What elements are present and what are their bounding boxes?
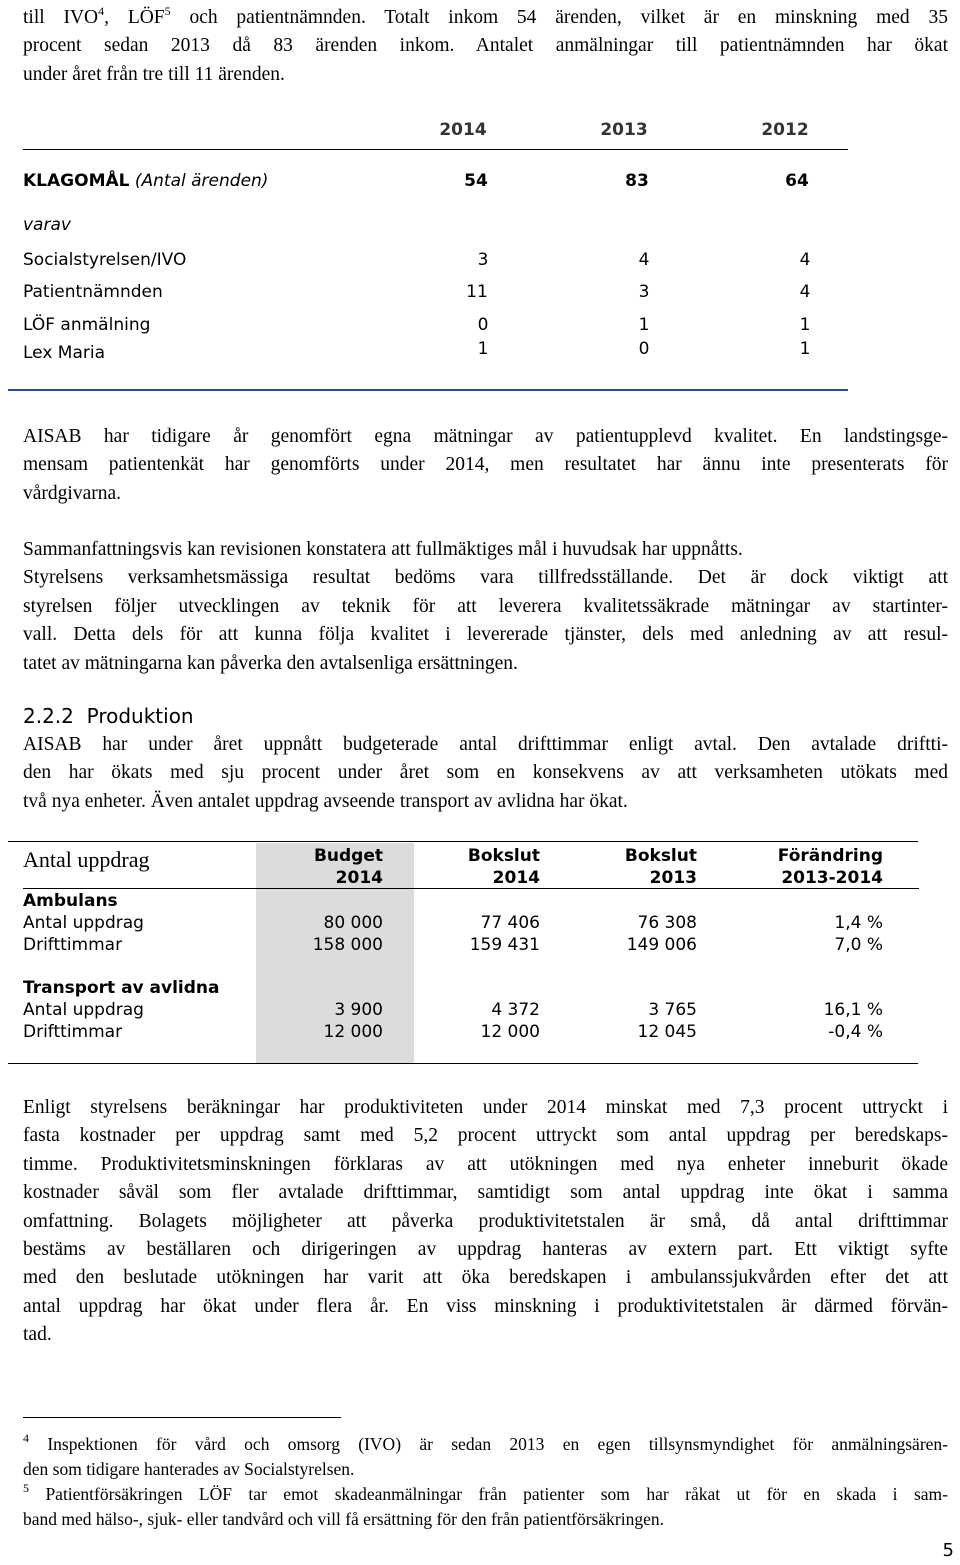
- group-label-transport: Transport av avlidna: [23, 978, 220, 998]
- row-value: 1: [638, 315, 650, 335]
- col-header-budget-2014: Budget 2014: [313, 846, 383, 888]
- footnote-ref-5[interactable]: 5: [164, 4, 171, 18]
- cell-value: -0,4 %: [828, 1022, 883, 1042]
- uppdrag-top-rule: [8, 841, 918, 842]
- table-bottom-rule: [8, 389, 848, 391]
- row-label: Socialstyrelsen/IVO: [23, 250, 187, 270]
- cell-value: 3 765: [648, 1000, 697, 1020]
- row-value: 0: [477, 315, 489, 335]
- row-value: 3: [638, 282, 650, 302]
- cell-value: 76 308: [637, 913, 697, 933]
- year-header: 2013: [600, 120, 648, 140]
- cell-value: 158 000: [312, 935, 383, 955]
- col-header-bokslut-2014: Bokslut 2014: [467, 846, 540, 888]
- cell-value: 16,1 %: [823, 1000, 883, 1020]
- col-header-bokslut-2013: Bokslut 2013: [624, 846, 697, 888]
- row-value: 3: [477, 250, 489, 270]
- row-value: 11: [466, 282, 488, 302]
- cell-value: 149 006: [626, 935, 697, 955]
- footnote-ref-4[interactable]: 4: [98, 4, 105, 18]
- year-header: 2012: [761, 120, 809, 140]
- intro-paragraph: [23, 4, 948, 89]
- section-number: 2.2.2: [23, 704, 74, 728]
- paragraph-patient-survey: AISAB har tidigare år genomfört egna mätningar av patientupplevd kvalitet. En landstingsge- mensam patientenkät har genomförts under 2014, men resultatet har ännu inte presenterats för vårdgivarna.: [23, 426, 948, 504]
- paragraph-summary: Sammanfattningsvis kan revisionen konstatera att fullmäktiges mål i huvudsak har uppnåtts. Styrelsens verksamhetsmässiga resultat bedöms vara tillfredsställande. Det är dock viktigt att styrelsen följer utvecklingen av teknik för att leverera kvalitetssäkrade mätningar av startinter- vall. Detta dels för att kunna följa kvalitet i levererade tjänster, dels med anledning av att resul- tatet av mätningarna kan påverka den avtalsenliga ersättningen.: [23, 539, 948, 674]
- cell-value: 7,0 %: [834, 935, 883, 955]
- total-value: 64: [785, 171, 809, 191]
- row-value: 1: [799, 315, 811, 335]
- cell-value: 1,4 %: [834, 913, 883, 933]
- cell-value: 3 900: [334, 1000, 383, 1020]
- section-heading: [23, 704, 194, 728]
- row-label: Antal uppdrag: [23, 913, 144, 933]
- cell-value: 77 406: [480, 913, 540, 933]
- cell-value: 12 000: [323, 1022, 383, 1042]
- table-top-rule: [23, 149, 848, 150]
- cell-value: 12 045: [637, 1022, 697, 1042]
- footnote-5: $^5$ Patientförsäkringen LÖF tar emot skadeanmälningar från patienter som har råkat ut för en skada i sam- band med hälso-, sjuk- eller tandvård och vill få ersättning för den från patientförsäkringen.: [23, 1481, 948, 1529]
- uppdrag-title: Antal uppdrag: [23, 847, 150, 872]
- footnote-4: $^4$ Inspektionen för vård och omsorg (IVO) är sedan 2013 en egen tillsynsmyndighet för anmälningsären- den som tidigare hanterades av Socialstyrelsen.: [23, 1431, 948, 1479]
- row-label: Patientnämnden: [23, 282, 163, 302]
- row-label: Drifttimmar: [23, 1022, 123, 1042]
- row-label: LÖF anmälning: [23, 315, 151, 335]
- cell-value: 4 372: [491, 1000, 540, 1020]
- varav-label: varav: [23, 215, 71, 235]
- page-number: 5: [942, 1540, 954, 1561]
- year-header: 2014: [439, 120, 487, 140]
- footnote-separator: [23, 1417, 341, 1418]
- cell-value: 159 431: [469, 935, 540, 955]
- row-value: 1: [477, 339, 489, 359]
- row-value: 4: [638, 250, 650, 270]
- col-header-forandring: Förändring 2013-2014: [777, 846, 883, 888]
- row-value: 4: [799, 250, 811, 270]
- group-label-ambulans: Ambulans: [23, 891, 118, 911]
- intro-line-2: procent sedan 2013 då 83 ärenden inkom. Antalet anmälningar till patientnämnden har ökat: [23, 35, 948, 57]
- intro-line-3: under året från tre till 11 ärenden.: [23, 63, 285, 85]
- klagomal-title: KLAGOMÅL (Antal ärenden): [23, 171, 269, 191]
- paragraph-production: AISAB har under året uppnått budgeterade antal drifttimmar enligt avtal. Den avtalade driftti- den har ökats med sju procent under året som en konsekvens av att verksamheten utökats med två nya enheter. Även antalet uppdrag avseende transport av avlidna har ökat.: [23, 734, 948, 812]
- total-value: 83: [625, 171, 649, 191]
- row-value: 1: [799, 339, 811, 359]
- row-value: 4: [799, 282, 811, 302]
- cell-value: 12 000: [480, 1022, 540, 1042]
- row-value: 0: [638, 339, 650, 359]
- paragraph-productivity: Enligt styrelsens beräkningar har produktiviteten under 2014 minskat med 7,3 procent uttryckt i fasta kostnader per uppdrag samt med 5,2 procent uttryckt som antal uppdrag per beredskaps- timme. Produktivitetsminskningen förklaras av att utökningen med nya enheter inneburit ökade kostnader såväl som fler avtalade drifttimmar, samtidigt som antal uppdrag inte ökat i samma omfattning. Bolagets möjligheter att påverka produktivitetstalen är små, då antal drifttimmar bestäms av beställaren och dirigeringen av uppdrag hanteras av extern part. Ett viktigt syfte med den beslutade utökningen har varit att öka beredskapen i ambulanssjukvården efter det att antal uppdrag har ökat under flera år. En viss minskning i produktivitetstalen är därmed förvän- tad.: [23, 1097, 948, 1346]
- intro-line-1: till IVO$^4$, LÖF$^5$ och patientnämnden. Totalt inkom 54 ärenden, vilket är en minskning med 35: [23, 4, 948, 28]
- total-value: 54: [464, 171, 488, 191]
- row-label: Antal uppdrag: [23, 1000, 144, 1020]
- section-title: Produktion: [86, 704, 194, 728]
- row-label: Lex Maria: [23, 343, 106, 363]
- uppdrag-bottom-rule: [8, 1063, 918, 1064]
- cell-value: 80 000: [323, 913, 383, 933]
- row-label: Drifttimmar: [23, 935, 123, 955]
